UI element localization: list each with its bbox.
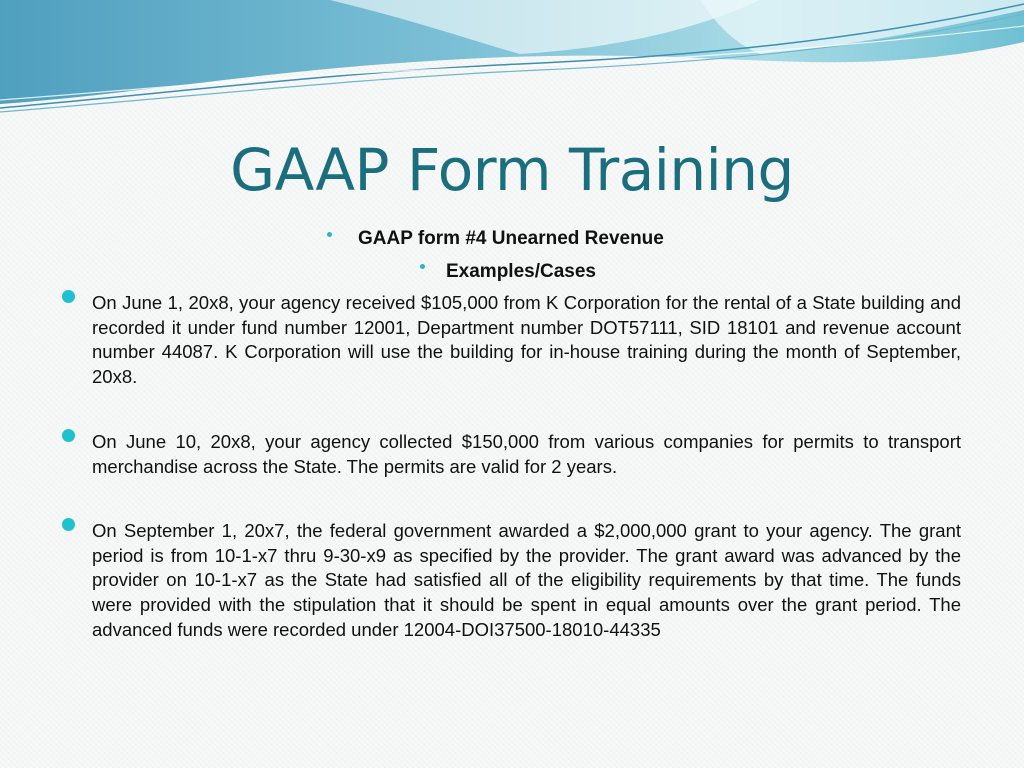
- bullet-case-2: On June 10, 20x8, your agency collected $150,000 from various companies for permits to transport merchandise across the State. The permits are valid for 2 years.: [92, 431, 961, 477]
- sub-bullet-marker: [327, 232, 332, 237]
- sub-bullet-marker: [420, 264, 425, 269]
- sub-bullet-form: GAAP form #4 Unearned Revenue: [358, 228, 664, 249]
- slide-title: GAAP Form Training: [230, 136, 794, 204]
- bullet-marker: [62, 429, 75, 442]
- bullet-case-3: On September 1, 20x7, the federal government awarded a $2,000,000 grant to your agency. The grant period is from 10-1-x7 thru 9-30-x9 as specified by the provider. The grant award was advanced by the provider on 10-1-x7 as the State had satisfied all of the eligibility requirements by that time. The funds were provided with the stipulation that it should be spent in equal amounts over the grant period. The advanced funds were recorded under 12004-DOI37500-18010-44335: [92, 520, 961, 640]
- bullet-marker: [62, 290, 75, 303]
- bullet-case-1: On June 1, 20x8, your agency received $105,000 from K Corporation for the rental of a State building and recorded it under fund number 12001, Department number DOT57111, SID 18101 and revenue account number 44087. K Corporation will use the building for in-house training during the month of September, 20x8.: [92, 292, 961, 388]
- header-wave-decoration: [0, 0, 1024, 120]
- sub-bullet-examples: Examples/Cases: [446, 261, 596, 282]
- bullet-marker: [62, 518, 75, 531]
